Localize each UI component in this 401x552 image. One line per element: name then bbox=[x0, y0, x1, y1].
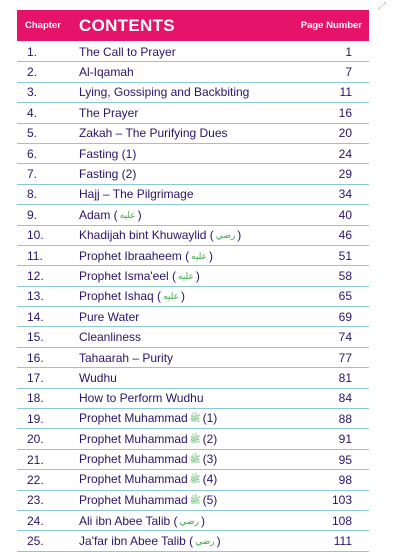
chapter-number: 19. bbox=[27, 411, 44, 426]
chapter-title bbox=[79, 85, 313, 99]
contents-row[interactable] bbox=[17, 531, 369, 551]
chapter-title bbox=[79, 126, 313, 140]
chapter-title-text: Khadijah bint Khuwaylid ( bbox=[79, 228, 214, 243]
chapter-title bbox=[79, 351, 313, 365]
page-number: 103 bbox=[331, 493, 352, 508]
page-number: 51 bbox=[338, 248, 352, 263]
contents-row[interactable] bbox=[17, 511, 369, 531]
chapter-title bbox=[79, 65, 313, 79]
chapter-title-text: Al-Iqamah bbox=[79, 65, 134, 80]
chapter-title-text: The Prayer bbox=[79, 105, 139, 120]
page-number: 91 bbox=[338, 432, 352, 447]
chapter-title-text: Cleanliness bbox=[79, 330, 142, 345]
chapter-number: 9. bbox=[27, 207, 38, 222]
chapter-title bbox=[79, 514, 313, 528]
chapter-title-text: Wudhu bbox=[79, 370, 117, 385]
chapter-title bbox=[79, 147, 313, 161]
chapter-title-text: Pure Water bbox=[79, 309, 140, 324]
honorific-icon: ﷺ bbox=[189, 474, 201, 485]
chapter-title-text: How to Perform Wudhu bbox=[79, 391, 204, 406]
chapter-title-suffix: ) bbox=[216, 534, 221, 549]
chapter-number: 12. bbox=[27, 268, 44, 283]
page-number: 108 bbox=[331, 513, 352, 528]
chapter-number: 1. bbox=[27, 44, 38, 59]
contents-page bbox=[17, 10, 369, 552]
chapter-title bbox=[79, 310, 313, 324]
chapter-title bbox=[79, 391, 313, 405]
chapter-number: 13. bbox=[27, 289, 44, 304]
page-number: 24 bbox=[338, 146, 352, 161]
chapter-title-suffix: (4) bbox=[202, 472, 218, 487]
page-number: 98 bbox=[338, 472, 352, 487]
page-number: 20 bbox=[338, 126, 352, 141]
chapter-number: 25. bbox=[27, 534, 44, 549]
chapter-title-suffix: ) bbox=[237, 228, 242, 243]
contents-row[interactable] bbox=[17, 368, 369, 388]
chapter-title-suffix: ) bbox=[201, 513, 206, 528]
chapter-title bbox=[79, 106, 313, 120]
chapter-title-text: The Call to Prayer bbox=[79, 44, 176, 59]
page-number: 1 bbox=[345, 44, 352, 59]
page-number: 46 bbox=[338, 228, 352, 243]
honorific-icon: رضي bbox=[215, 230, 236, 241]
chapter-number: 15. bbox=[27, 330, 44, 345]
chapter-number: 17. bbox=[27, 370, 44, 385]
chapter-title-text: Lying, Gossiping and Backbiting bbox=[79, 85, 250, 100]
contents-row[interactable] bbox=[17, 389, 369, 409]
contents-row[interactable] bbox=[17, 266, 369, 286]
honorific-icon: عليه bbox=[119, 209, 136, 220]
page-number: 7 bbox=[345, 65, 352, 80]
chapter-title-text: Prophet Ibraaheem ( bbox=[79, 248, 190, 263]
page-number: 65 bbox=[338, 289, 352, 304]
chapter-title bbox=[79, 493, 313, 508]
page-number: 29 bbox=[338, 167, 352, 182]
chapter-title-text: Prophet Ishaq ( bbox=[79, 289, 162, 304]
chapter-title-text: Prophet Muhammad bbox=[79, 411, 188, 426]
contents-row[interactable] bbox=[17, 287, 369, 307]
chapter-number: 20. bbox=[27, 432, 44, 447]
chapter-title-suffix: ) bbox=[137, 207, 142, 222]
expand-icon[interactable]: ⤢ bbox=[378, 1, 386, 12]
page-number: 16 bbox=[338, 105, 352, 120]
contents-row[interactable] bbox=[17, 470, 369, 490]
page-number: 34 bbox=[338, 187, 352, 202]
chapter-number: 16. bbox=[27, 350, 44, 365]
honorific-icon: رضي bbox=[195, 536, 215, 547]
contents-row[interactable] bbox=[17, 124, 369, 144]
page-number: 58 bbox=[338, 268, 352, 283]
page-number: 95 bbox=[338, 452, 352, 467]
chapter-title bbox=[79, 249, 313, 263]
chapter-title-suffix: ) bbox=[180, 289, 185, 304]
honorific-icon: ﷺ bbox=[189, 454, 201, 464]
contents-row[interactable] bbox=[17, 491, 369, 511]
chapter-title bbox=[79, 432, 313, 447]
contents-row[interactable] bbox=[17, 144, 369, 164]
contents-row[interactable] bbox=[17, 62, 369, 82]
page-number: 74 bbox=[338, 330, 352, 345]
chapter-title-text: Prophet Muhammad bbox=[79, 452, 188, 466]
page-number: 40 bbox=[338, 207, 352, 222]
contents-row[interactable] bbox=[17, 450, 369, 470]
chapter-title-suffix: ) bbox=[208, 248, 213, 263]
contents-row[interactable] bbox=[17, 83, 369, 103]
contents-header bbox=[17, 10, 369, 41]
chapter-title bbox=[79, 167, 313, 181]
honorific-icon: عليه bbox=[191, 250, 207, 261]
chapter-number: 11. bbox=[27, 248, 43, 263]
page-number: 81 bbox=[338, 370, 352, 385]
page-number: 77 bbox=[338, 350, 352, 365]
contents-row[interactable] bbox=[17, 164, 369, 184]
honorific-icon: عليه bbox=[178, 270, 194, 281]
chapter-title-suffix: (2) bbox=[202, 431, 218, 446]
chapter-title-text: Prophet Isma'eel ( bbox=[79, 268, 177, 283]
chapter-number: 6. bbox=[27, 146, 38, 161]
chapter-title-text: Fasting (1) bbox=[79, 146, 137, 161]
chapter-title-text: Hajj – The Pilgrimage bbox=[79, 187, 194, 202]
chapter-title bbox=[79, 187, 313, 201]
contents-row[interactable] bbox=[17, 103, 369, 123]
contents-row[interactable] bbox=[17, 205, 369, 225]
contents-row[interactable] bbox=[17, 226, 369, 246]
chapter-number: 21. bbox=[27, 452, 44, 467]
page-number-column-label: Page Number bbox=[300, 20, 362, 31]
chapter-number: 5. bbox=[27, 126, 38, 141]
chapter-number: 8. bbox=[27, 187, 38, 202]
chapter-title-suffix: ) bbox=[195, 268, 200, 283]
chapter-title bbox=[79, 228, 313, 242]
contents-row[interactable] bbox=[17, 409, 369, 429]
contents-row[interactable] bbox=[17, 42, 369, 62]
contents-row[interactable] bbox=[17, 348, 369, 368]
contents-row[interactable] bbox=[17, 307, 369, 327]
chapter-number: 24. bbox=[27, 513, 44, 528]
page-number: 111 bbox=[333, 534, 352, 549]
chapter-number: 3. bbox=[27, 85, 38, 100]
chapter-title-text: Tahaarah – Purity bbox=[79, 350, 174, 365]
chapter-title-text: Adam ( bbox=[79, 207, 118, 222]
chapter-title bbox=[79, 330, 313, 344]
honorific-icon: ﷺ bbox=[189, 433, 201, 444]
contents-row[interactable] bbox=[17, 185, 369, 205]
chapter-title bbox=[79, 371, 313, 385]
honorific-icon: عليه bbox=[163, 291, 179, 302]
page-number: 84 bbox=[338, 391, 352, 406]
chapter-number: 2. bbox=[27, 65, 38, 80]
chapter-number: 18. bbox=[27, 391, 44, 406]
chapter-column-label: Chapter bbox=[25, 20, 61, 31]
chapter-number: 7. bbox=[27, 167, 38, 182]
chapter-title-text: Prophet Muhammad bbox=[79, 431, 188, 446]
chapter-title-suffix: (5) bbox=[202, 492, 218, 507]
chapter-title bbox=[79, 269, 313, 283]
page-number: 69 bbox=[338, 309, 352, 324]
chapter-number: 23. bbox=[27, 493, 44, 508]
chapter-title-suffix: (1) bbox=[202, 411, 218, 426]
page-number: 11 bbox=[339, 85, 352, 100]
contents-row[interactable] bbox=[17, 429, 369, 449]
chapter-title bbox=[79, 45, 313, 59]
contents-row[interactable] bbox=[17, 246, 369, 266]
chapter-title bbox=[79, 472, 313, 487]
chapter-title bbox=[79, 452, 313, 467]
chapter-title bbox=[79, 208, 313, 222]
chapter-title-text: Zakah – The Purifying Dues bbox=[79, 126, 228, 141]
chapter-number: 10. bbox=[27, 228, 44, 243]
chapter-title-text: Prophet Muhammad bbox=[79, 472, 188, 487]
honorific-icon: ﷺ bbox=[189, 413, 201, 424]
chapter-number: 14. bbox=[27, 309, 44, 324]
honorific-icon: رضي bbox=[179, 515, 200, 526]
chapter-title bbox=[79, 411, 313, 426]
chapter-title-text: Ja'far ibn Abee Talib ( bbox=[79, 534, 194, 549]
chapter-title-text: Ali ibn Abee Talib ( bbox=[79, 513, 178, 528]
page-number: 88 bbox=[338, 411, 352, 426]
chapter-title-text: Prophet Muhammad bbox=[79, 492, 188, 507]
contents-list bbox=[17, 42, 369, 552]
chapter-title bbox=[79, 289, 313, 303]
honorific-icon: ﷺ bbox=[189, 494, 201, 505]
chapter-title-text: Fasting (2) bbox=[79, 167, 137, 182]
chapter-title-suffix: (3) bbox=[202, 452, 218, 466]
contents-row[interactable] bbox=[17, 327, 369, 347]
chapter-number: 4. bbox=[27, 105, 38, 120]
chapter-number: 22. bbox=[27, 472, 44, 487]
page-title: CONTENTS bbox=[79, 15, 175, 35]
